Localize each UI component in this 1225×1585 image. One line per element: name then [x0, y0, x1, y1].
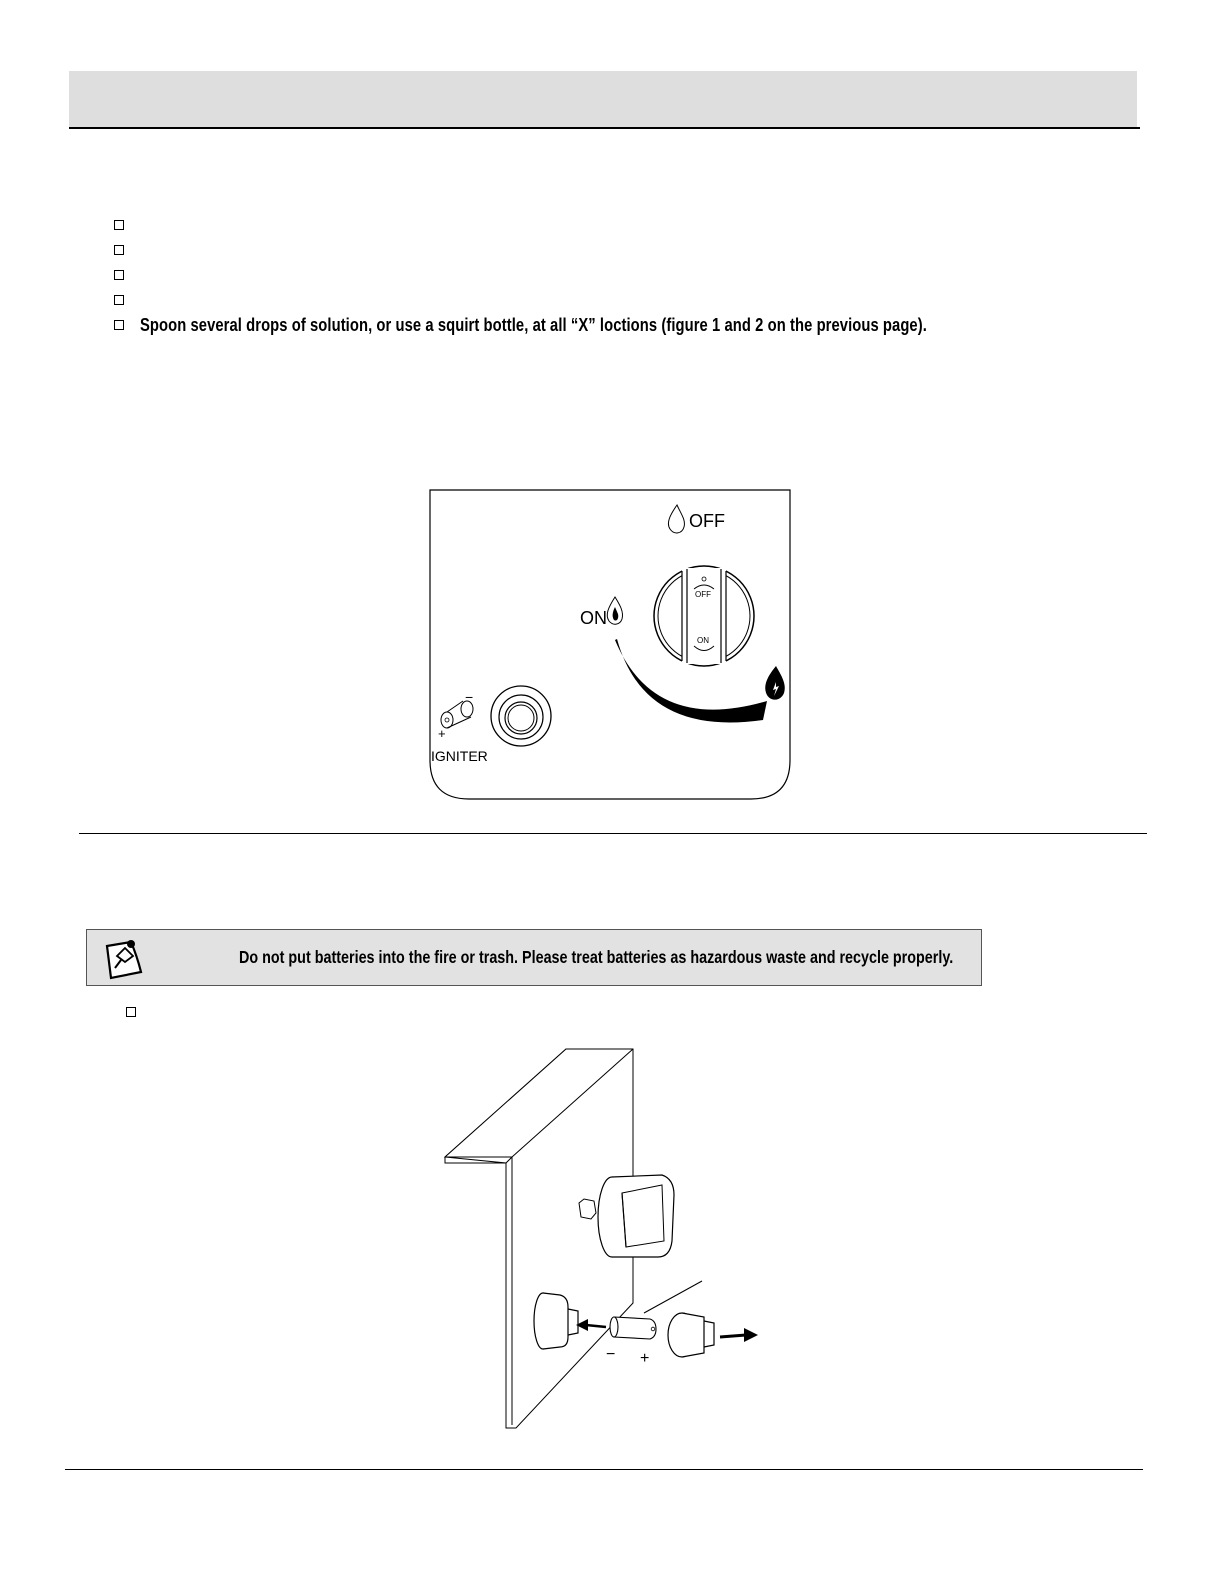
checkbox-icon[interactable]: [114, 270, 124, 280]
checklist-item: [114, 313, 1100, 338]
checklist-item: [114, 262, 1100, 287]
knob-off-label: OFF: [695, 590, 711, 599]
gas-control-knob[interactable]: [654, 566, 754, 666]
checkbox-icon[interactable]: [114, 220, 124, 230]
battery-plus-sign: +: [438, 726, 446, 741]
footer-rule: [65, 1469, 1143, 1470]
note-pin-icon: [101, 936, 147, 980]
checkbox-icon[interactable]: [114, 245, 124, 255]
leak-test-checklist: [114, 212, 1100, 338]
section-divider: [79, 833, 1147, 834]
off-position-label: OFF: [689, 511, 725, 531]
checkbox-icon[interactable]: [126, 1007, 136, 1017]
battery-warning-text: Do not put batteries into the fire or trash. Please treat batteries as hazardous waste and recycle properly.: [239, 947, 954, 967]
checklist-item: [114, 237, 1100, 262]
battery-minus-sign: −: [606, 1346, 616, 1363]
control-panel-figure: [429, 489, 791, 800]
checklist-item-text: Spoon several drops of solution, or use a squirt bottle, at all “X” loctions (figure 1 and 2 on the previous page).: [140, 314, 927, 335]
checklist-item: [114, 288, 1100, 313]
on-position-label: ON: [580, 608, 607, 628]
header-band: [69, 71, 1137, 127]
battery-minus-sign: −: [465, 689, 474, 705]
knob-on-label: ON: [697, 636, 709, 645]
header-rule: [69, 127, 1140, 129]
battery-note-box: [86, 929, 982, 986]
battery-icon: [610, 1317, 656, 1339]
battery-replacement-figure: [436, 1045, 776, 1431]
igniter-button[interactable]: [491, 686, 551, 746]
battery-plus-sign: +: [640, 1350, 650, 1367]
igniter-label: IGNITER: [431, 748, 488, 764]
checkbox-icon[interactable]: [114, 295, 124, 305]
battery-cap: [668, 1313, 714, 1357]
arrow-right-icon: [744, 1328, 758, 1342]
checklist-item: [114, 212, 1100, 237]
checkbox-icon[interactable]: [114, 320, 124, 330]
